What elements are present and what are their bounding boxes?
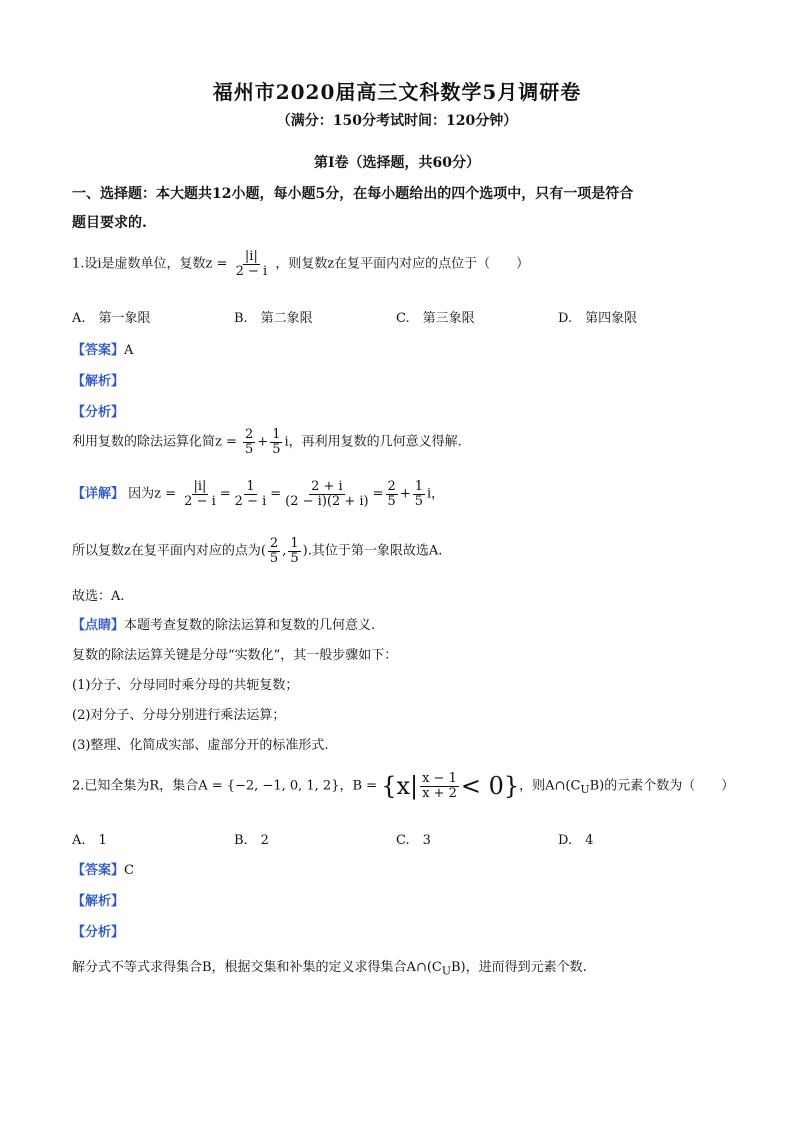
q2-answer-value: C: [124, 863, 134, 878]
q1-detail-frac5-num: 1: [414, 479, 424, 494]
q1-fenxi-frac2-den: 5: [272, 441, 281, 457]
q1-detail-frac5: [413, 480, 425, 508]
q1-point-frac2-num: 1: [290, 536, 299, 551]
q2-frac-den: x + 2: [422, 785, 457, 801]
question-2-stem: [72, 772, 734, 800]
q2-option-a: A. 1: [72, 833, 107, 848]
q1-dianjing: [72, 614, 375, 633]
q1-detail-frac1-num: |i|: [193, 479, 207, 494]
instructions-line2: 题目要求的.: [72, 215, 147, 231]
q1-detail-frac4-num: 2: [387, 479, 396, 494]
q2-stem-prefix: 2.已知全集为R，集合A = {−2, −1, 0, 1, 2}，B =: [72, 778, 378, 794]
q2-set-right: < 0}: [460, 772, 520, 801]
q1-note-line4: (3)整理、化简成实部、虚部分开的标准形式.: [72, 738, 329, 753]
instructions-line1: 一、选择题：本大题共12小题，每小题5分，在每小题给出的四个选项中，只有一项是符合: [72, 186, 634, 202]
q1-fraction: [234, 250, 270, 278]
q2-answer-tag: 【答案】: [72, 863, 125, 878]
q2-fenxi-tag: 【分析】: [72, 925, 125, 940]
q1-detail-frac4: [386, 480, 398, 508]
q1-answer-tag: 【答案】: [72, 343, 125, 358]
q1-fenxi-tag: 【分析】: [72, 405, 125, 420]
q2-fenxi-subscript: U: [441, 964, 451, 978]
q1-detail-frac4-den: 5: [387, 493, 396, 509]
q1-analysis-tag: 【解析】: [72, 374, 125, 389]
q1-detail-frac3-num: 2 + i: [311, 479, 343, 494]
q2-stem-suffix: ，则A∩(C: [519, 778, 581, 794]
q2-option-b: B. 2: [234, 833, 269, 848]
q1-fenxi-prefix: 利用复数的除法运算化简z =: [72, 434, 237, 450]
q2-option-c: C. 3: [396, 833, 431, 848]
q2-fraction: [420, 772, 459, 800]
q1-point-comma: ,: [282, 543, 287, 559]
q1-point-frac2-den: 5: [290, 550, 299, 566]
q1-stem-prefix: 1.设i是虚数单位，复数z =: [72, 256, 228, 272]
q1-point-text: [72, 537, 442, 565]
q1-point-suffix: ).其位于第一象限故选A.: [302, 543, 443, 559]
q1-dianjing-text: 本题考查复数的除法运算和复数的几何意义.: [124, 618, 376, 633]
q2-answer: [72, 859, 134, 878]
q1-point-frac1-den: 5: [269, 550, 279, 566]
q1-detail-eq2: =: [270, 486, 282, 502]
q2-fenxi-prefix: 解分式不等式求得集合B，根据交集和补集的定义求得集合A∩(C: [72, 960, 442, 975]
q2-fenxi-suffix: B)，进而得到元素个数.: [451, 960, 587, 975]
q1-conclusion: 故选：A.: [72, 589, 125, 604]
q1-detail-frac5-den: 5: [414, 493, 424, 509]
section-heading: 第Ⅰ卷（选择题，共60分）: [313, 155, 481, 171]
q2-analysis-tag: 【解析】: [72, 894, 125, 909]
q2-fenxi-text: [72, 956, 587, 978]
q1-point-frac1: [268, 537, 280, 565]
q1-option-d: D. 第四象限: [558, 311, 638, 326]
q1-option-c: C. 第三象限: [396, 311, 475, 326]
q2-set-left: {x|: [381, 772, 419, 801]
q1-fenxi-frac1: [243, 428, 255, 456]
q1-detail-frac2: [233, 480, 269, 508]
q1-fenxi-plus: +: [257, 434, 269, 450]
q1-answer-value: A: [124, 343, 134, 358]
q1-detail-frac3-den: (2 − i)(2 + i): [285, 493, 369, 509]
q1-frac-num: |i|: [244, 249, 258, 264]
q1-fenxi-suffix: i，再利用复数的几何意义得解.: [284, 434, 462, 450]
question-1-stem: [72, 250, 529, 278]
q1-stem-suffix: ，则复数z在复平面内对应的点位于（ ）: [275, 256, 530, 272]
q1-point-prefix: 所以复数z在复平面内对应的点为(: [72, 543, 266, 559]
q1-fenxi-frac1-num: 2: [245, 427, 254, 442]
q1-note-line2: (1)分子、分母同时乘分母的共轭复数；: [72, 678, 299, 693]
q1-detail-plus: +: [399, 486, 411, 502]
q2-stem-end: B)的元素个数为（ ）: [589, 778, 735, 794]
q1-point-frac2: [288, 537, 300, 565]
q1-detail-eq3: =: [372, 486, 384, 502]
q1-detail-frac1-den: 2 − i: [184, 493, 216, 509]
q1-note-line3: (2)对分子、分母分别进行乘法运算；: [72, 708, 286, 723]
q1-fenxi-frac1-den: 5: [245, 441, 254, 457]
q1-point-frac1-num: 2: [269, 536, 279, 551]
q1-detail-tag: 【详解】: [72, 486, 125, 502]
q1-detail-eq1: =: [219, 486, 231, 502]
q1-frac-den: 2 − i: [235, 263, 268, 279]
q2-frac-num: x − 1: [422, 771, 457, 786]
q1-note-line1: 复数的除法运算关键是分母“实数化”，其一般步骤如下：: [72, 648, 398, 663]
q1-detail: [72, 480, 444, 508]
q2-option-d: D. 4: [558, 833, 594, 848]
q1-detail-frac1: [182, 480, 218, 508]
q1-fenxi-text: [72, 428, 462, 456]
q1-detail-prefix: 因为z =: [128, 486, 177, 502]
q1-fenxi-frac2-num: 1: [272, 427, 281, 442]
q1-fenxi-frac2: [270, 428, 282, 456]
q1-option-b: B. 第二象限: [234, 311, 313, 326]
q1-answer: [72, 339, 133, 358]
q1-dianjing-tag: 【点睛】: [72, 618, 125, 633]
q1-detail-frac2-den: 2 − i: [234, 493, 267, 509]
q1-detail-suffix: i，: [427, 486, 445, 502]
q1-detail-frac2-num: 1: [246, 479, 255, 494]
exam-subtitle: （满分：150分考试时间：120分钟）: [276, 113, 518, 129]
q1-detail-frac3: [283, 480, 370, 508]
q1-option-a: A. 第一象限: [72, 311, 151, 326]
q2-subscript: U: [580, 783, 590, 797]
page-title: 福州市2020届高三文科数学5月调研卷: [212, 80, 582, 104]
